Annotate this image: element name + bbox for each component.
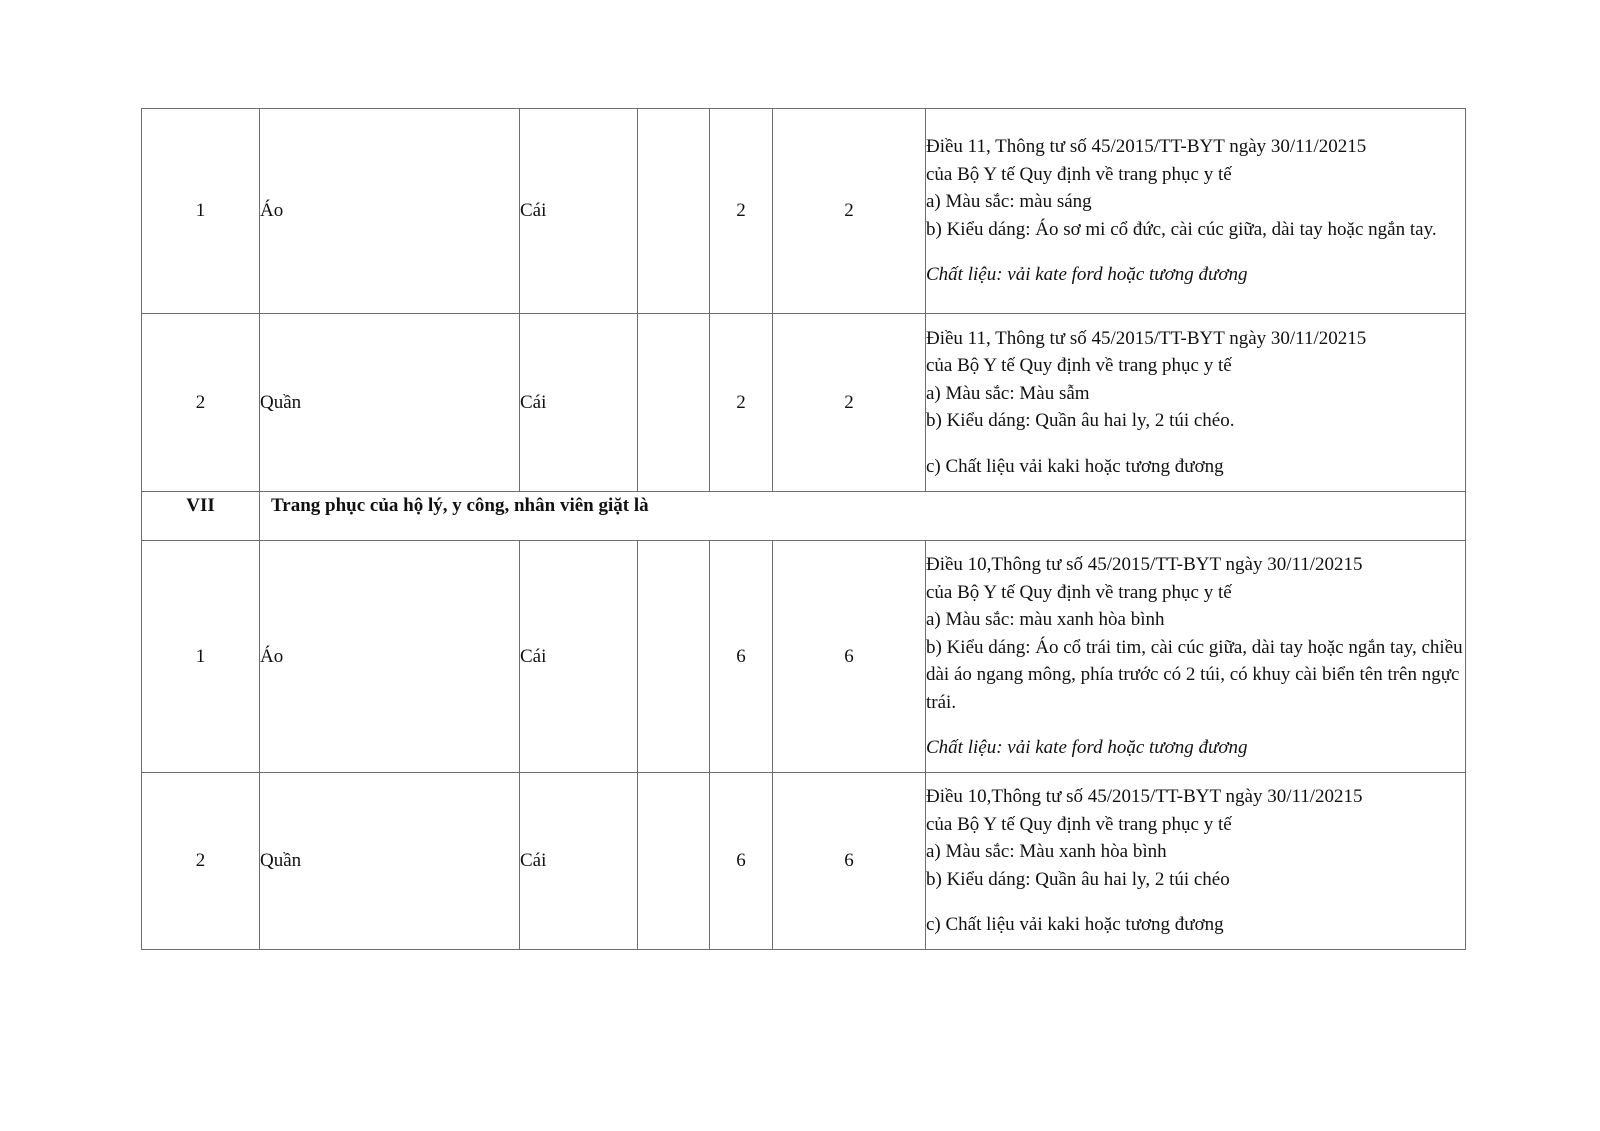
desc-style: b) Kiểu dáng: Quần âu hai ly, 2 túi chéo. [926,410,1235,432]
desc-authority: của Bộ Y tế Quy định về trang phục y tế [926,581,1232,603]
quantity-cell: 2 [773,109,926,314]
table-row [142,314,1466,492]
section-title: Trang phục của hộ lý, y công, nhân viên giặt là [260,492,1466,541]
desc-style: b) Kiểu dáng: Áo sơ mi cổ đức, cài cúc giữa, dài tay hoặc ngắn tay. [926,218,1437,240]
description-cell [926,773,1466,950]
section-header-row [142,492,1466,541]
desc-authority: của Bộ Y tế Quy định về trang phục y tế [926,813,1232,835]
table-row [142,541,1466,773]
quantity-cell: 6 [773,541,926,773]
empty-cell [638,109,710,314]
item-name-cell: Quần [260,314,520,492]
desc-material: c) Chất liệu vải kaki hoặc tương đương [926,455,1224,477]
item-name-cell: Quần [260,773,520,950]
empty-cell [638,773,710,950]
desc-regulation: Điều 10,Thông tư số 45/2015/TT-BYT ngày 30/11/20215 [926,554,1363,576]
description-cell [926,541,1466,773]
desc-style: b) Kiểu dáng: Quần âu hai ly, 2 túi chéo [926,868,1230,890]
desc-regulation: Điều 11, Thông tư số 45/2015/TT-BYT ngày 30/11/20215 [926,136,1367,158]
table-row [142,109,1466,314]
item-name-cell: Áo [260,109,520,314]
quantity-cell: 2 [710,109,773,314]
quantity-cell: 6 [710,541,773,773]
quantity-cell: 6 [710,773,773,950]
desc-color: a) Màu sắc: Màu xanh hòa bình [926,841,1167,863]
uniform-spec-table [141,108,1466,950]
unit-cell: Cái [520,541,638,773]
desc-regulation: Điều 10,Thông tư số 45/2015/TT-BYT ngày 30/11/20215 [926,786,1363,808]
desc-color: a) Màu sắc: Màu sẫm [926,382,1090,404]
desc-color: a) Màu sắc: màu sáng [926,191,1092,213]
section-number: VII [142,492,260,541]
unit-cell: Cái [520,314,638,492]
quantity-cell: 6 [773,773,926,950]
description-cell [926,314,1466,492]
stt-cell: 1 [142,541,260,773]
desc-color: a) Màu sắc: màu xanh hòa bình [926,609,1165,631]
desc-authority: của Bộ Y tế Quy định về trang phục y tế [926,163,1232,185]
desc-regulation: Điều 11, Thông tư số 45/2015/TT-BYT ngày 30/11/20215 [926,327,1367,349]
unit-cell: Cái [520,773,638,950]
stt-cell: 1 [142,109,260,314]
desc-material: c) Chất liệu vải kaki hoặc tương đương [926,914,1224,936]
empty-cell [638,314,710,492]
description-cell [926,109,1466,314]
stt-cell: 2 [142,773,260,950]
desc-authority: của Bộ Y tế Quy định về trang phục y tế [926,355,1232,377]
item-name-cell: Áo [260,541,520,773]
stt-cell: 2 [142,314,260,492]
quantity-cell: 2 [773,314,926,492]
desc-style: b) Kiểu dáng: Áo cổ trái tim, cài cúc giữa, dài tay hoặc ngắn tay, chiều dài áo ngang mông, phía trước có 2 túi, có khuy cài biển tên trên ngực trái. [926,636,1463,713]
empty-cell [638,541,710,773]
table-row [142,773,1466,950]
desc-material: Chất liệu: vải kate ford hoặc tương đương [926,264,1248,286]
quantity-cell: 2 [710,314,773,492]
desc-material: Chất liệu: vải kate ford hoặc tương đương [926,737,1248,759]
unit-cell: Cái [520,109,638,314]
